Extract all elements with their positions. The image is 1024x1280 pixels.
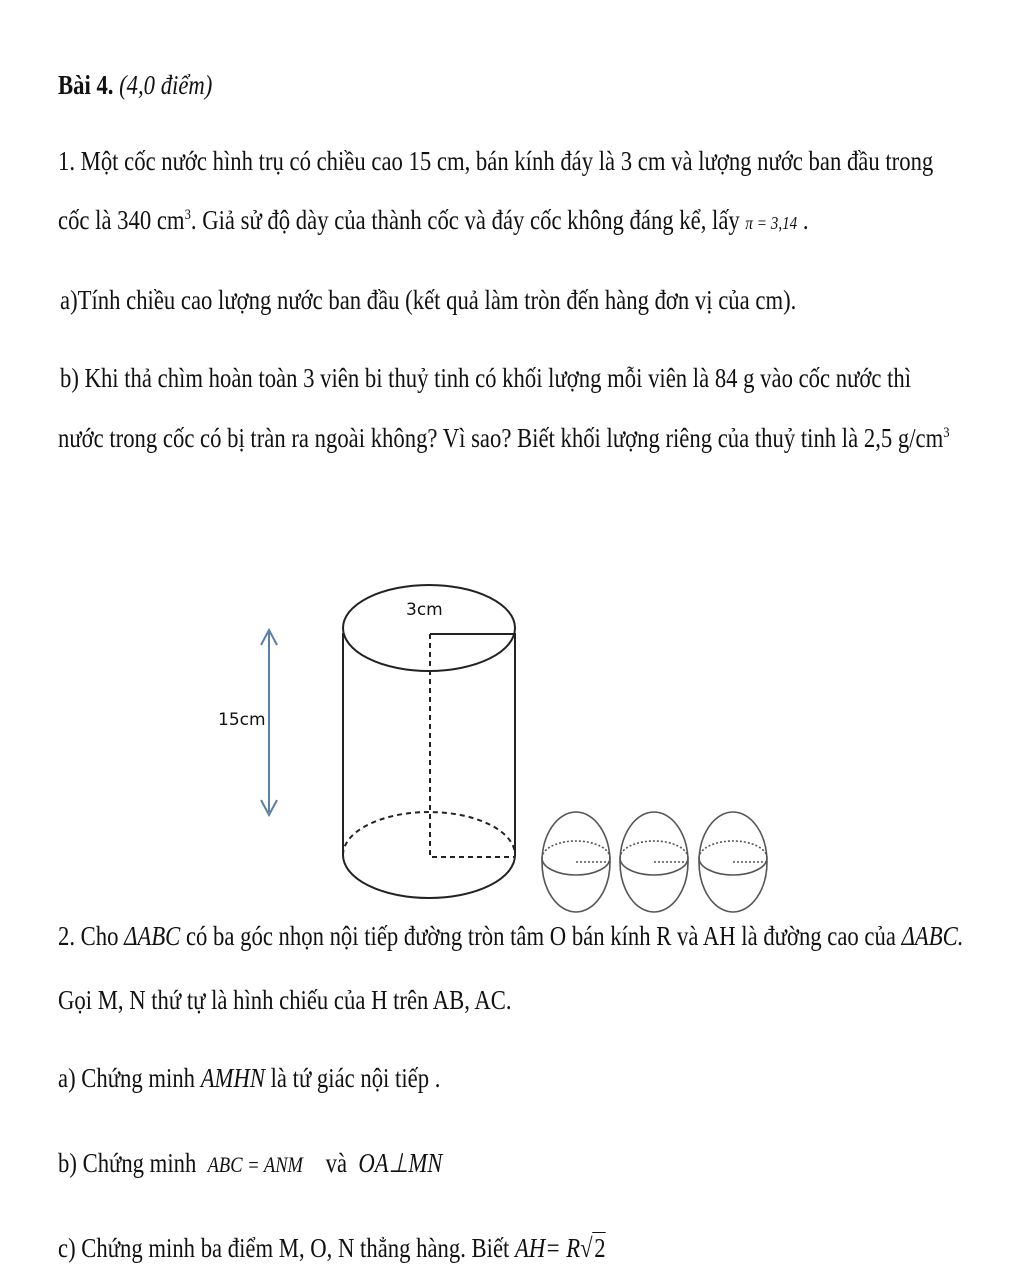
angle-equality-math: ABC = ANM bbox=[207, 1152, 303, 1177]
pi-value: π = 3,14 bbox=[745, 213, 798, 233]
p2-question-c bbox=[58, 1233, 606, 1264]
p1-question-b-line1: b) Khi thả chìm hoàn toàn 3 viên bi thuỷ tinh có khối lượng mỗi viên là 84 g vào cốc nước thì bbox=[60, 363, 912, 393]
glass-ball-2 bbox=[620, 812, 688, 912]
text: có ba góc nhọn nội tiếp đường tròn tâm O bán kính R và AH là đường cao của bbox=[185, 921, 896, 951]
height-label: 15cm bbox=[218, 710, 266, 730]
superscript: 3 bbox=[184, 207, 191, 223]
p2-line2: Gọi M, N thứ tự là hình chiếu của H trên AB, AC. bbox=[58, 985, 512, 1015]
triangle-math: ΔABC. bbox=[901, 921, 964, 951]
radius-label: 3cm bbox=[406, 600, 443, 620]
quad-math: AMHN bbox=[200, 1063, 265, 1093]
text: là tứ giác nội tiếp . bbox=[270, 1063, 441, 1093]
ah-math: AH= R bbox=[515, 1233, 581, 1263]
p2-line1 bbox=[58, 921, 963, 952]
p1-line1: 1. Một cốc nước hình trụ có chiều cao 15 cm, bán kính đáy là 3 cm và lượng nước ban đầu trong bbox=[58, 146, 934, 176]
cylinder-bottom-front bbox=[343, 855, 515, 898]
text: và bbox=[325, 1148, 348, 1178]
text: c) Chứng minh ba điểm M, O, N thẳng hàng. Biết bbox=[58, 1233, 510, 1263]
exercise-points: (4,0 điểm) bbox=[119, 70, 213, 100]
assumption-text: . Giả sử độ dày của thành cốc và đáy cốc không đáng kể, lấy bbox=[190, 205, 740, 235]
axis-dashed bbox=[430, 634, 515, 857]
perpendicular-math: OA⊥MN bbox=[358, 1148, 443, 1178]
cylinder-top bbox=[343, 585, 515, 671]
superscript: 3 bbox=[943, 425, 950, 441]
exercise-number: Bài 4. bbox=[58, 70, 114, 100]
triangle-math: ΔABC bbox=[124, 921, 181, 951]
text: b) Chứng minh bbox=[58, 1148, 197, 1178]
sqrt-radicand: 2 bbox=[594, 1233, 606, 1263]
density-text: nước trong cốc có bị tràn ra ngoài không? Vì sao? Biết khối lượng riêng của thuỷ tinh là 2,5 g/cm bbox=[58, 423, 944, 453]
sqrt-symbol: √ bbox=[580, 1233, 593, 1263]
glass-ball-3 bbox=[699, 812, 767, 912]
period: . bbox=[802, 205, 809, 235]
p2-question-b bbox=[58, 1148, 442, 1179]
p1-question-a: a)Tính chiều cao lượng nước ban đầu (kết quả làm tròn đến hàng đơn vị của cm). bbox=[60, 285, 797, 315]
text: 2. Cho bbox=[58, 921, 119, 951]
glass-ball-1 bbox=[542, 812, 610, 912]
p2-question-a bbox=[58, 1063, 440, 1094]
volume-text: cốc là 340 cm bbox=[58, 205, 185, 235]
text: a) Chứng minh bbox=[58, 1063, 196, 1093]
